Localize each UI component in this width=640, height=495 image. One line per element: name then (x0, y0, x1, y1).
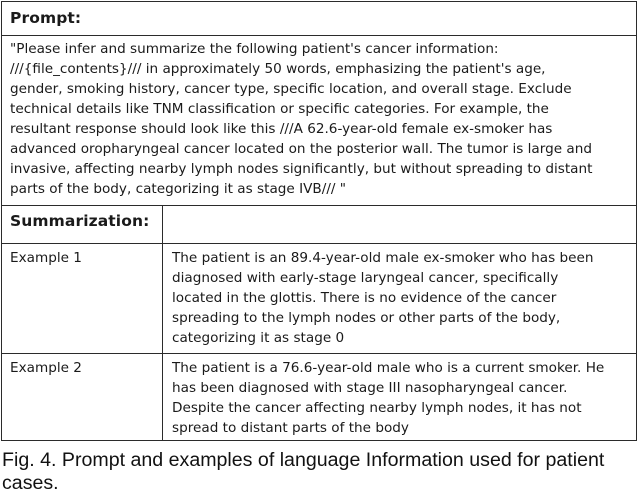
prompt-heading: Prompt: (10, 9, 82, 27)
table-rule (2, 205, 636, 206)
summarization-heading: Summarization: (10, 212, 150, 230)
figure-caption (2, 449, 638, 495)
prompt-line: invasive, affecting nearby lymph nodes significantly, but without spreading to distant (10, 161, 593, 177)
prompt-line: ///{file_contents}/// in approximately 50 words, emphasizing the patient's age, (10, 61, 546, 77)
example-2-text (172, 358, 634, 438)
prompt-line: resultant response should look like this ///A 62.6-year-old female ex-smoker has (10, 121, 553, 137)
example-line: has been diagnosed with stage III nasopharyngeal cancer. (172, 380, 568, 396)
example-line: categorizing it as stage 0 (172, 330, 345, 346)
example-line: Despite the cancer affecting nearby lymph nodes, it has not (172, 400, 582, 416)
prompt-line: advanced oropharyngeal cancer located on the posterior wall. The tumor is large and (10, 141, 592, 157)
caption-line: Fig. 4. Prompt and examples of language Information used for patient (2, 449, 605, 471)
example-line: spread to distant parts of the body (172, 420, 409, 436)
table-rule (2, 243, 636, 244)
prompt-line: technical details like TNM classification or specific categories. For example, the (10, 101, 549, 117)
prompt-text (10, 39, 634, 199)
example-line: diagnosed with early-stage laryngeal cancer, specifically (172, 270, 559, 286)
prompt-line: gender, smoking history, cancer type, specific location, and overall stage. Exclude (10, 81, 572, 97)
example-2-label: Example 2 (10, 360, 82, 376)
prompt-examples-table (1, 1, 637, 441)
caption-line: cases. (2, 472, 59, 494)
example-1-label: Example 1 (10, 250, 82, 266)
example-line: The patient is an 89.4-year-old male ex-smoker who has been (172, 250, 594, 266)
prompt-line: "Please infer and summarize the following patient's cancer information: (10, 41, 499, 57)
table-rule (2, 353, 636, 354)
example-1-text (172, 248, 634, 348)
example-line: located in the glottis. There is no evidence of the cancer (172, 290, 557, 306)
example-line: spreading to the lymph nodes or other parts of the body, (172, 310, 561, 326)
prompt-line: parts of the body, categorizing it as stage IVB/// " (10, 181, 347, 197)
column-divider (162, 205, 163, 440)
example-line: The patient is a 76.6-year-old male who is a current smoker. He (172, 360, 605, 376)
table-rule (2, 35, 636, 36)
